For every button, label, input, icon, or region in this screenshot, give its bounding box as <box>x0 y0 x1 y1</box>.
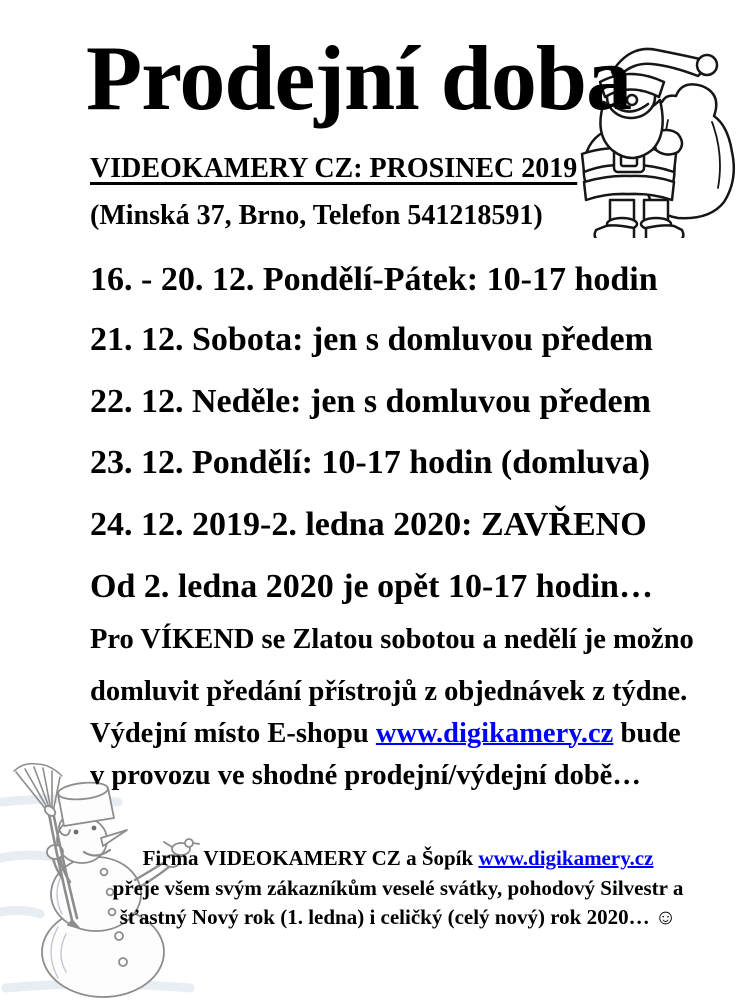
footer-line1 <box>104 844 692 874</box>
schedule-line-monday: 23. 12. Pondělí: 10-17 hodin (domluva) <box>90 444 651 481</box>
schedule-line-saturday: 21. 12. Sobota: jen s domluvou předem <box>90 321 653 358</box>
schedule-line-weekdays: 16. - 20. 12. Pondělí-Pátek: 10-17 hodin <box>90 261 658 298</box>
eshop-note-text-before: Výdejní místo E-shopu <box>90 718 376 749</box>
weekend-note-line1: Pro VÍKEND se Zlatou sobotou a nedělí je možno <box>90 624 694 655</box>
footer-text-before: Firma VIDEOKAMERY CZ a Šopík <box>142 846 479 870</box>
eshop-note-line2: v provozu ve shodné prodejní/výdejní době… <box>90 760 641 791</box>
schedule-line-january: Od 2. ledna 2020 je opět 10-17 hodin… <box>90 568 653 605</box>
digikamery-link-footer[interactable]: www.digikamery.cz <box>478 846 654 870</box>
digikamery-link[interactable]: www.digikamery.cz <box>375 718 614 749</box>
footer-greeting <box>104 844 692 933</box>
subtitle-heading: VIDEOKAMERY CZ: PROSINEC 2019 <box>90 153 578 184</box>
eshop-note-text-after: bude <box>613 718 681 749</box>
schedule-line-closed: 24. 12. 2019-2. ledna 2020: ZAVŘENO <box>90 506 647 543</box>
schedule-line-sunday: 22. 12. Neděle: jen s domluvou předem <box>90 383 651 420</box>
weekend-note-line2: domluvit předání přístrojů z objednávek z týdne. <box>90 676 688 707</box>
footer-line2: přeje všem svým zákazníkům veselé svátky, pohodový Silvestr a <box>112 875 684 900</box>
footer-line3: šťastný Nový rok (1. ledna) i celičký (celý nový) rok 2020… ☺ <box>119 905 677 929</box>
address-line: (Minská 37, Brno, Telefon 541218591) <box>90 200 543 231</box>
eshop-note-line1 <box>90 717 681 751</box>
page-title: Prodejní doba <box>86 27 632 129</box>
